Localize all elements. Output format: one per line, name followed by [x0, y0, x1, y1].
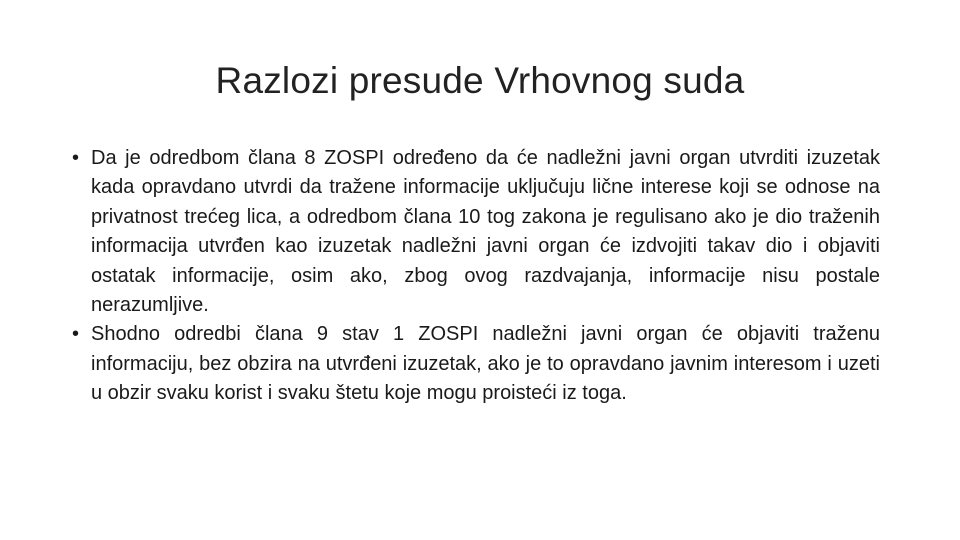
slide-title: Razlozi presude Vrhovnog suda [215, 60, 745, 101]
bullet-dot-icon: • [72, 323, 80, 346]
bullet-list [72, 144, 880, 409]
bullet-text: Da je odredbom člana 8 ZOSPI određeno da će nadležni javni organ utvrditi izuzetak kada opravdano utvrdi da tražene informacije uključuju lične interese koji se odnose na privatnost trećeg lica, a odredbom člana 10 tog zakona je regulisano ako je dio traženih informacija utvrđen kao izuzetak nadležni javni organ će izdvojiti takav dio i objaviti ostatak informacije, osim ako, zbog ovog razdvajanja, informacije nisu postale nerazumljive. [91, 147, 880, 317]
bullet-item [72, 144, 880, 320]
bullet-item [72, 320, 880, 408]
bullet-text: Shodno odredbi člana 9 stav 1 ZOSPI nadležni javni organ će objaviti traženu informaciju, bez obzira na utvrđeni izuzetak, ako je to opravdano javnim interesom i uzeti u obzir svaku korist i svaku štetu koje mogu proisteći iz toga. [91, 323, 880, 405]
bullet-dot-icon: • [72, 147, 80, 169]
